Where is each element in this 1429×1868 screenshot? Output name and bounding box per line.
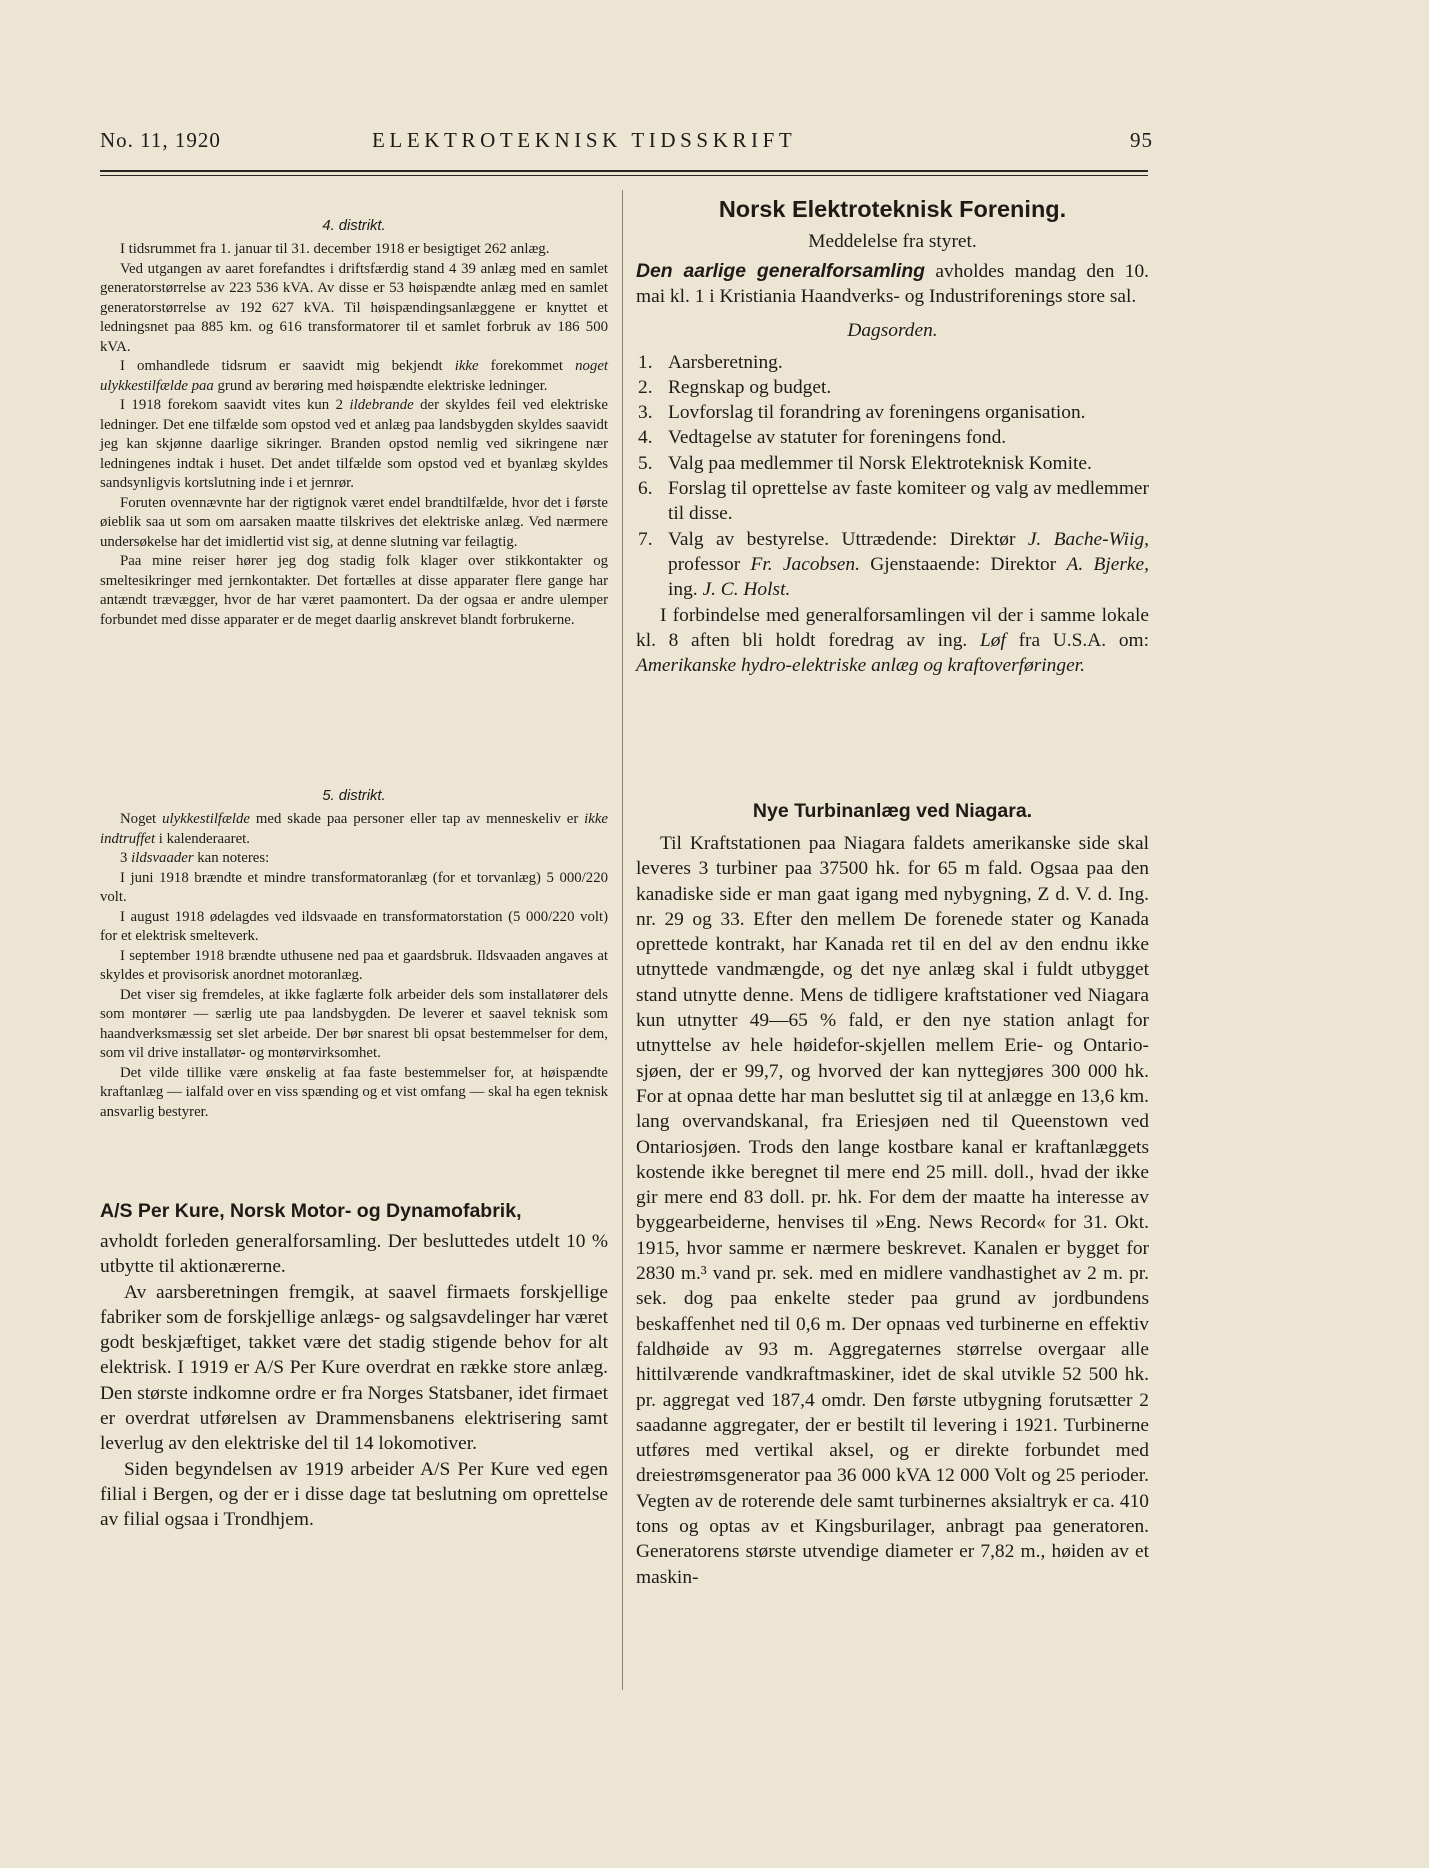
paragraph: Det vilde tillike være ønskelig at faa faste bestemmelser for, at høispændte kraftanlæg — ialfald over en viss spænding og et vist omfang — skal ha egen teknisk ansvarlig bestyrer. <box>100 1064 608 1120</box>
header-rule-thin <box>100 175 1148 176</box>
paragraph: avholdt forleden generalforsamling. Der besluttedes utdelt 10 % utbytte til aktionærerne. <box>100 1231 608 1278</box>
text-run: kan noteres: <box>197 850 270 866</box>
issue-number: No. 11, 1920 <box>100 128 221 152</box>
article-title-forening: Norsk Elektroteknisk Forening. <box>718 196 1067 222</box>
agenda-text: Lovforslag til forandring av foreningens organisation. <box>668 402 1086 424</box>
paragraph: Ved utgangen av aaret forefandtes i driftsfærdig stand 4 39 anlæg med en samlet generatorstørrelse av 223 536 kVA. Av disse er 53 høispændte anlæg med en samlet generatorstørrelse av 192 627 kVA. Til høispændingsanlæggene er knyttet et ledningsnet paa 885 km. og 616 transformatorer til et samlet forbruk av 186 500 kVA. <box>100 260 608 355</box>
paragraph: I september 1918 brændte uthusene ned paa et gaardsbruk. Ildsvaaden angaves at skyldes et provisorisk anordnet motoranlæg. <box>100 947 608 983</box>
paragraph: Siden begyndelsen av 1919 arbeider A/S Per Kure ved egen filial i Bergen, og der er i disse dage tat beslutning om oprettelse av filial ogsaa i Trondhjem. <box>100 1458 608 1531</box>
agenda-text: Forslag til oprettelse av faste komiteer og valg av medlemmer til disse. <box>668 478 1149 525</box>
agenda-item <box>636 375 1149 400</box>
agenda-number: 7. <box>638 528 653 550</box>
paragraph <box>100 849 608 869</box>
italic-run: noget ulykkestilfælde paa <box>100 358 608 394</box>
text-run: Noget <box>120 811 157 827</box>
paragraph: I juni 1918 brændte et mindre transformatoranlæg (for et torvanlæg) 5 000/220 volt. <box>100 869 608 905</box>
text-run: med skade paa personer eller tap av menneskeliv er <box>255 811 579 827</box>
article-title-kure: A/S Per Kure, Norsk Motor- og Dynamofabrik, <box>100 1200 522 1222</box>
section-title-district-4: 4. distrikt. <box>322 218 386 234</box>
article-title-niagara: Nye Turbinanlæg ved Niagara. <box>752 800 1033 822</box>
text-run: fra U.S.A. om: <box>1018 629 1149 651</box>
agenda-text: Valg paa medlemmer til Norsk Elektroteknisk Komite. <box>668 452 1092 474</box>
agenda-item <box>636 350 1149 375</box>
paragraph: I tidsrummet fra 1. januar til 31. december 1918 er besigtiget 262 anlæg. <box>120 241 550 257</box>
subtitle: Meddelelse fra styret. <box>808 231 977 252</box>
italic-run: ikke indtruffet <box>100 811 608 847</box>
text-run: I omhandlede tidsrum er saavidt mig bekjendt <box>120 358 443 374</box>
agenda-number: 1. <box>638 351 653 373</box>
paragraph: I august 1918 ødelagdes ved ildsvaade en transformatorstation (5 000/220 volt) for et elektrisk smelteverk. <box>100 908 608 944</box>
header-rule-thick <box>100 170 1148 172</box>
agenda-title <box>636 320 1149 342</box>
journal-title: ELEKTROTEKNISK TIDSSKRIFT <box>372 128 797 152</box>
text-run: 3 <box>120 850 128 866</box>
text-run: i kalenderaaret. <box>158 830 250 847</box>
agenda-item <box>636 400 1149 425</box>
paragraph <box>100 357 608 396</box>
italic-run: Fr. Jacobsen. <box>750 553 860 575</box>
agenda-number: 4. <box>638 427 653 449</box>
section-title-district-5: 5. distrikt. <box>322 788 386 804</box>
agenda-number: 2. <box>638 376 653 398</box>
italic-run: Den aarlige generalforsamling <box>636 260 926 282</box>
paragraph: Det viser sig fremdeles, at ikke faglærte folk arbeider dels som installatører dels som montører — særlig ute paa landsbygden. De leverer et saavel teknisk som haandverksmæssig set slet arbeide. Der bør snarest bli opsat bestemmelser for dem, som vil drive installatør- og montørvirksomhet. <box>100 986 608 1061</box>
text-run: der skyldes feil ved elektriske ledninger. Det ene tilfælde som opstod ved et anlæg paa landsbygden skyldes saavidt jeg kan skjønne daarlige sikringer. Branden opstod nemlig ved sikringene nær ledningenes indtak i huset. Det andet tilfælde som opstod ved et byanlæg skyldes sandsynligvis kortslutning inde i et jernrør. <box>100 397 609 491</box>
agenda-text: Regnskap og budget. <box>668 376 832 398</box>
right-column-forening <box>636 196 1149 678</box>
text-run: grund av berøring med høispændte elektriske ledninger. <box>217 377 548 394</box>
text-run: avholdes mandag den 10. mai kl. 1 i Kristiania Haandverks- og Industriforenings store sal. <box>636 261 1149 308</box>
right-column-niagara <box>636 800 1149 1590</box>
paragraph <box>636 259 1149 310</box>
agenda-text: Vedtagelse av statuter for foreningens fond. <box>668 427 1007 449</box>
italic-run: A. Bjerke, <box>1066 553 1149 575</box>
agenda-number: 5. <box>638 452 653 474</box>
italic-run: J. Bache-Wiig, <box>1027 528 1149 550</box>
paragraph: Av aarsberetningen fremgik, at saavel firmaets forskjellige fabriker som de forskjellige anlægs- og salgsavdelinger har været godt beskjæftiget, takket være det stadig stigende behov for alt elektrisk. I 1919 er A/S Per Kure overdrat en række store anlæg. Den største indkomne ordre er fra Norges Statsbaner, idet firmaet er overdrat utførelsen av Drammensbanens elektrisering samt leverlug av den elektriske del til 14 lokomotiver. <box>100 1281 608 1455</box>
italic-run: ildebrande <box>349 397 414 413</box>
text-run: professor <box>668 553 741 575</box>
text-run: I 1918 forekom saavidt vites kun 2 <box>120 397 344 413</box>
paragraph: Til Kraftstationen paa Niagara faldets amerikanske side skal leveres 3 turbiner paa 37500 hk. for 65 m fald. Ogsaa paa den kanadiske side er man gaat igang med nybygning, Z d. V. d. Ing. nr. 29 og 33. Efter den mellem De forenede stater og Kanada oprettede kontrakt, har Kanada ret til en del av den endnu ikke utnyttede vandmængde, og det nye anlæg skal i fuldt utbygget stand utnytte denne. Mens de tidligere kraftstationer ved Niagara kun utnytter 49—65 % fald, er den nye station anlagt for utnyttelse av hele høidefor-skjellen mellem Erie- og Ontario-sjøen, der er 99,7, og hvorved der kan nyttegjøres 300 000 hk. For at opnaa dette har man besluttet sig til at anlægge en 13,6 km. lang overvandskanal, fra Eriesjøen ned til Queenstown ved Ontariosjøen. Trods den lange kostbare kanal er kraftanlæggets kostende ikke beregnet til mere end 25 mill. doll., hvad der ikke gir mere end 83 doll. pr. hk. For dem der maatte ha interesse av byggearbeiderne, henvises til »Eng. News Record« for 31. Okt. 1915, hvor samme er nærmere beskrevet. Kanalen er bygget for 2830 m.³ vand pr. sek. med en midlere vandhastighet av 2 m. pr. sek. dog paa enkelte steder paa grund av jordbundens beskaffenhet ned til 0,6 m. Der opnaas ved turbinerne en effektiv faldhøide av 93 m. Aggregaternes størrelse overgaar alle hittilværende vandkraftmaskiner, idet de skal utvikle 52 500 hk. pr. aggregat ved 187,4 omdr. Den første utbygning forutsætter 2 saadanne aggregater, der er bestilt til levering i 1921. Turbinerne utføres med vertikal aksel, og er direkte forbundet med dreiestrømsgenerator paa 36 000 kVA 12 000 Volt og 25 perioder. Vegten av de roterende dele samt turbinernes aksialtryk er ca. 410 tons og optas av et Kingsburilager, anbragt paa generatoren. Generatorens største utvendige diameter er 7,82 m., høiden av et maskin- <box>636 833 1149 1588</box>
italic-run: ildsvaader <box>131 850 194 866</box>
agenda-number: 6. <box>638 478 653 500</box>
agenda-item <box>636 527 1149 603</box>
italic-run: ulykkestilfælde <box>162 811 250 827</box>
agenda-item <box>636 476 1149 527</box>
paragraph: Foruten ovennævnte har der rigtignok været endel brandtilfælde, hvor det i første øieblik saa ut som om aarsaken maatte tilskrives det elektriske anlæg. Ved nærmere undersøkelse har det imidlertid vist sig, at denne slutning var feilagtig. <box>100 494 608 550</box>
left-column <box>100 218 608 630</box>
agenda-number: 3. <box>638 402 653 424</box>
italic-run: Løf <box>979 629 1006 651</box>
agenda-item <box>636 425 1149 450</box>
text-run: forekommet <box>490 358 563 374</box>
paragraph: Paa mine reiser hører jeg dog stadig folk klager over stikkontakter og smeltesikringer med jernkontakter. Det fortælles at disse apparater flere gange har antændt trævægger, hvor de har været paamontert. Da der ogsaa er andre ulemper forbundet med disse apparater er de meget daarlig anskrevet blandt forbrukerne. <box>100 553 608 628</box>
agenda-text: Aarsberetning. <box>668 351 783 373</box>
italic-run: Amerikanske hydro-elektriske anlæg og kraftoverføringer. <box>636 655 1085 677</box>
agenda-list <box>636 350 1149 603</box>
paragraph <box>100 810 608 849</box>
text-run: ing. <box>668 579 698 601</box>
italic-run: J. C. Holst. <box>702 579 791 601</box>
page-number: 95 <box>1130 128 1153 152</box>
text-run: Gjenstaaende: Direktor <box>870 553 1057 575</box>
paragraph <box>100 396 608 494</box>
text-run: I forbindelse med generalforsamlingen vil der i samme lokale kl. 8 aften bli holdt foredrag av ing. <box>636 604 1149 651</box>
agenda-item <box>636 451 1149 476</box>
italic-run: ikke <box>454 358 479 374</box>
column-divider <box>622 190 623 1690</box>
paragraph <box>636 603 1149 679</box>
left-column-district-5 <box>100 788 608 1122</box>
text-run: Valg av bestyrelse. Uttrædende: Direktør <box>668 528 1016 550</box>
left-column-kure <box>100 1200 608 1533</box>
italic-run: Dagsorden. <box>847 319 938 341</box>
